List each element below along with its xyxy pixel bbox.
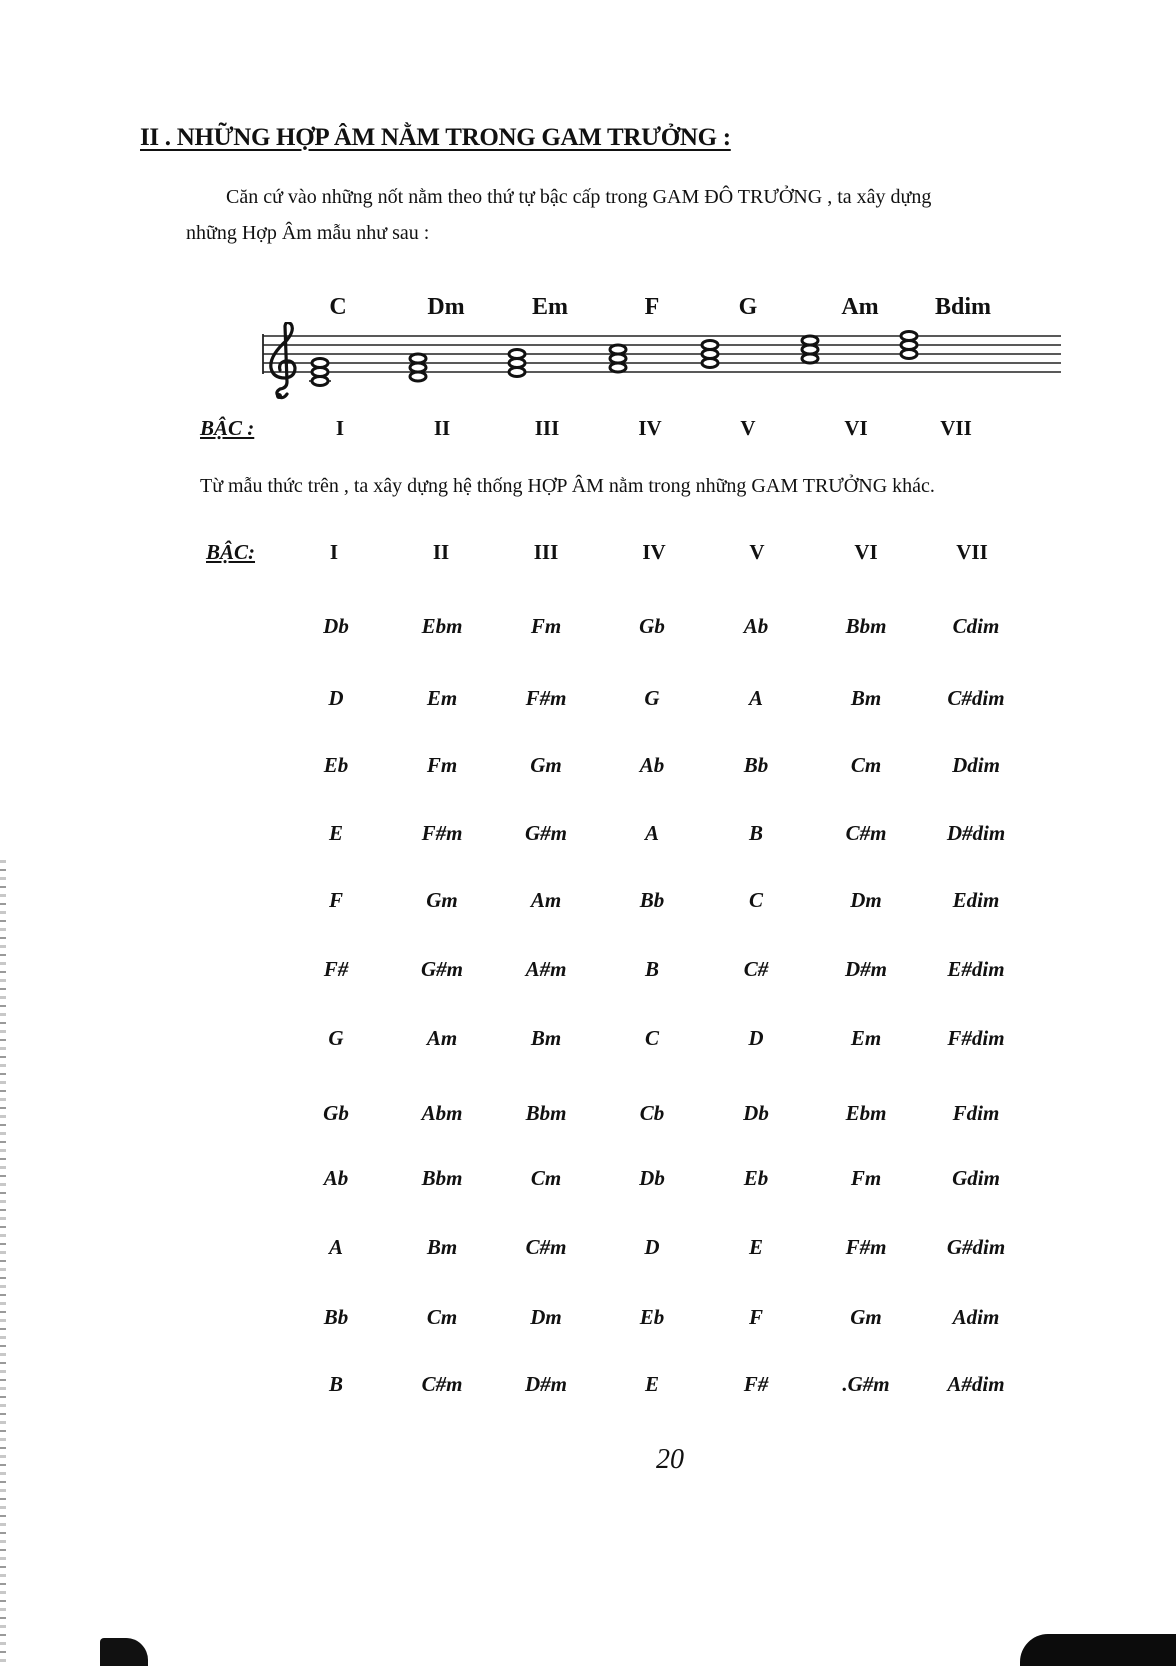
chord-cell: A#dim — [947, 1372, 1005, 1396]
example-degree: IV — [638, 416, 662, 440]
table-degree-header: III — [533, 540, 559, 564]
scan-edge-artifact — [0, 860, 6, 1666]
chord-cell: Eb — [639, 1305, 665, 1329]
chord-cell: G — [328, 1026, 344, 1050]
treble-clef-icon — [271, 322, 295, 399]
chord-cell: Cm — [530, 1166, 562, 1190]
scan-smudge — [100, 1638, 148, 1666]
chord-cell: Bbm — [845, 614, 887, 638]
example-chord-name: F — [644, 294, 660, 320]
chord-cell: Abm — [421, 1101, 463, 1125]
chord-cell: F#m — [845, 1235, 887, 1259]
chord-cell: C#dim — [947, 686, 1005, 710]
example-degree: V — [740, 416, 756, 440]
chord-cell: G#dim — [946, 1235, 1006, 1259]
chord-cell: C# — [743, 957, 769, 981]
chord-cell: D#dim — [946, 821, 1006, 845]
table-degree-header: II — [432, 540, 450, 564]
chord-cell: Adim — [952, 1305, 1000, 1329]
example-degree: II — [433, 416, 451, 440]
chord-cell: Gdim — [952, 1166, 1000, 1190]
table-degree-header: I — [329, 540, 339, 564]
section-heading: II . NHỮNG HỢP ÂM NẰM TRONG GAM TRƯỞNG : — [140, 124, 731, 151]
chord-cell: Fm — [426, 753, 458, 777]
chord-cell: B — [748, 821, 763, 845]
example-degree: VII — [940, 416, 972, 440]
chord-cell: G#m — [525, 821, 567, 845]
chord-cell: Cb — [639, 1101, 665, 1125]
example-degree: I — [335, 416, 345, 440]
chord-cell: Edim — [952, 888, 1000, 912]
chord-cell: Db — [323, 614, 349, 638]
chord-cell: C#m — [845, 821, 887, 845]
chord-cell: F — [328, 888, 343, 912]
chord-cell: D#m — [845, 957, 887, 981]
chord-cell: C — [644, 1026, 659, 1050]
chord-cell: C — [748, 888, 763, 912]
chord-cell: Fdim — [952, 1101, 1000, 1125]
chord-cell: Fm — [850, 1166, 882, 1190]
chord-cell: C#m — [525, 1235, 567, 1259]
chord-cell: E — [748, 1235, 763, 1259]
chord-cell: Gm — [426, 888, 458, 912]
chord-cell: F# — [743, 1372, 769, 1396]
page-number: 20 — [656, 1444, 684, 1475]
chord-cell: C#m — [421, 1372, 463, 1396]
chord-cell: Bm — [530, 1026, 562, 1050]
chord-cell: B — [328, 1372, 343, 1396]
chord-cell: Cm — [850, 753, 882, 777]
chord-cell: D — [644, 1235, 660, 1259]
chord-cell: E — [328, 821, 343, 845]
chord-cell: B — [644, 957, 659, 981]
table-degree-header: VII — [956, 540, 988, 564]
chord-cell: Cm — [426, 1305, 458, 1329]
chord-cell: A — [644, 821, 659, 845]
chord-cell: Dm — [530, 1305, 562, 1329]
chord-cell: Bb — [639, 888, 665, 912]
chord-cell: Bm — [850, 686, 882, 710]
chord-cell: Db — [639, 1166, 665, 1190]
example-chord-name: G — [738, 294, 758, 320]
chord-cell: F — [748, 1305, 763, 1329]
example-chord-name: C — [329, 294, 347, 320]
chord-cell: Eb — [743, 1166, 769, 1190]
example-chord-name: Em — [532, 294, 568, 320]
chord-cell: Ddim — [952, 753, 1000, 777]
chord-cell: Em — [426, 686, 458, 710]
example-chord-name: Bdim — [934, 294, 991, 320]
chord-cell: Dm — [850, 888, 882, 912]
music-staff — [255, 322, 1065, 402]
chord-cell: Db — [743, 1101, 769, 1125]
chord-cell: .G#m — [842, 1372, 890, 1396]
intro-line-1: Căn cứ vào những nốt nằm theo thứ tự bậc cấp trong GAM ĐÔ TRƯỞNG , ta xây dựng — [226, 186, 932, 208]
chord-cell: F#m — [525, 686, 567, 710]
example-degree: III — [534, 416, 560, 440]
table-degree-header: V — [749, 540, 765, 564]
example-bac-label: BẬC : — [200, 416, 255, 440]
chord-cell: D — [328, 686, 344, 710]
chord-cell: A#m — [525, 957, 567, 981]
chord-cell: Ebm — [421, 614, 463, 638]
paragraph-2: Từ mẫu thức trên , ta xây dựng hệ thống HỢP ÂM nằm trong những GAM TRƯỞNG khác. — [200, 475, 935, 497]
table-bac-label: BẬC: — [206, 540, 256, 564]
chord-cell: Bbm — [421, 1166, 463, 1190]
chord-cell: Gb — [323, 1101, 349, 1125]
intro-line-2: những Hợp Âm mẫu như sau : — [186, 222, 430, 244]
chord-cell: D#m — [525, 1372, 567, 1396]
chord-cell: Bbm — [525, 1101, 567, 1125]
chord-cell: A — [328, 1235, 343, 1259]
chord-cell: Gm — [850, 1305, 882, 1329]
table-degree-header: VI — [854, 540, 878, 564]
chord-cell: Am — [426, 1026, 458, 1050]
chord-cell: Ebm — [845, 1101, 887, 1125]
chord-cell: Cdim — [952, 614, 1000, 638]
chord-cell: Ab — [323, 1166, 349, 1190]
chord-cell: E — [644, 1372, 659, 1396]
scan-smudge — [1020, 1634, 1176, 1666]
chord-cell: G — [644, 686, 660, 710]
chord-cell: Bm — [426, 1235, 458, 1259]
example-chord-name: Am — [841, 294, 879, 320]
chord-cell: F#m — [421, 821, 463, 845]
chord-cell: Ab — [743, 614, 769, 638]
chord-cell: Gb — [639, 614, 665, 638]
chord-cell: F#dim — [947, 1026, 1005, 1050]
chord-cell: Gm — [530, 753, 562, 777]
chord-cell: Fm — [530, 614, 562, 638]
chord-cell: Ab — [639, 753, 665, 777]
chord-cell: Eb — [323, 753, 349, 777]
example-degree: VI — [844, 416, 868, 440]
chord-cell: D — [748, 1026, 764, 1050]
chord-cell: Am — [530, 888, 562, 912]
table-degree-header: IV — [642, 540, 666, 564]
chord-cell: Em — [850, 1026, 882, 1050]
chord-cell: G#m — [421, 957, 463, 981]
chord-cell: E#dim — [947, 957, 1005, 981]
chord-cell: A — [748, 686, 763, 710]
chord-cell: Bb — [743, 753, 769, 777]
chord-cell: Bb — [323, 1305, 349, 1329]
chord-cell: F# — [323, 957, 349, 981]
example-chord-name: Dm — [427, 294, 465, 320]
